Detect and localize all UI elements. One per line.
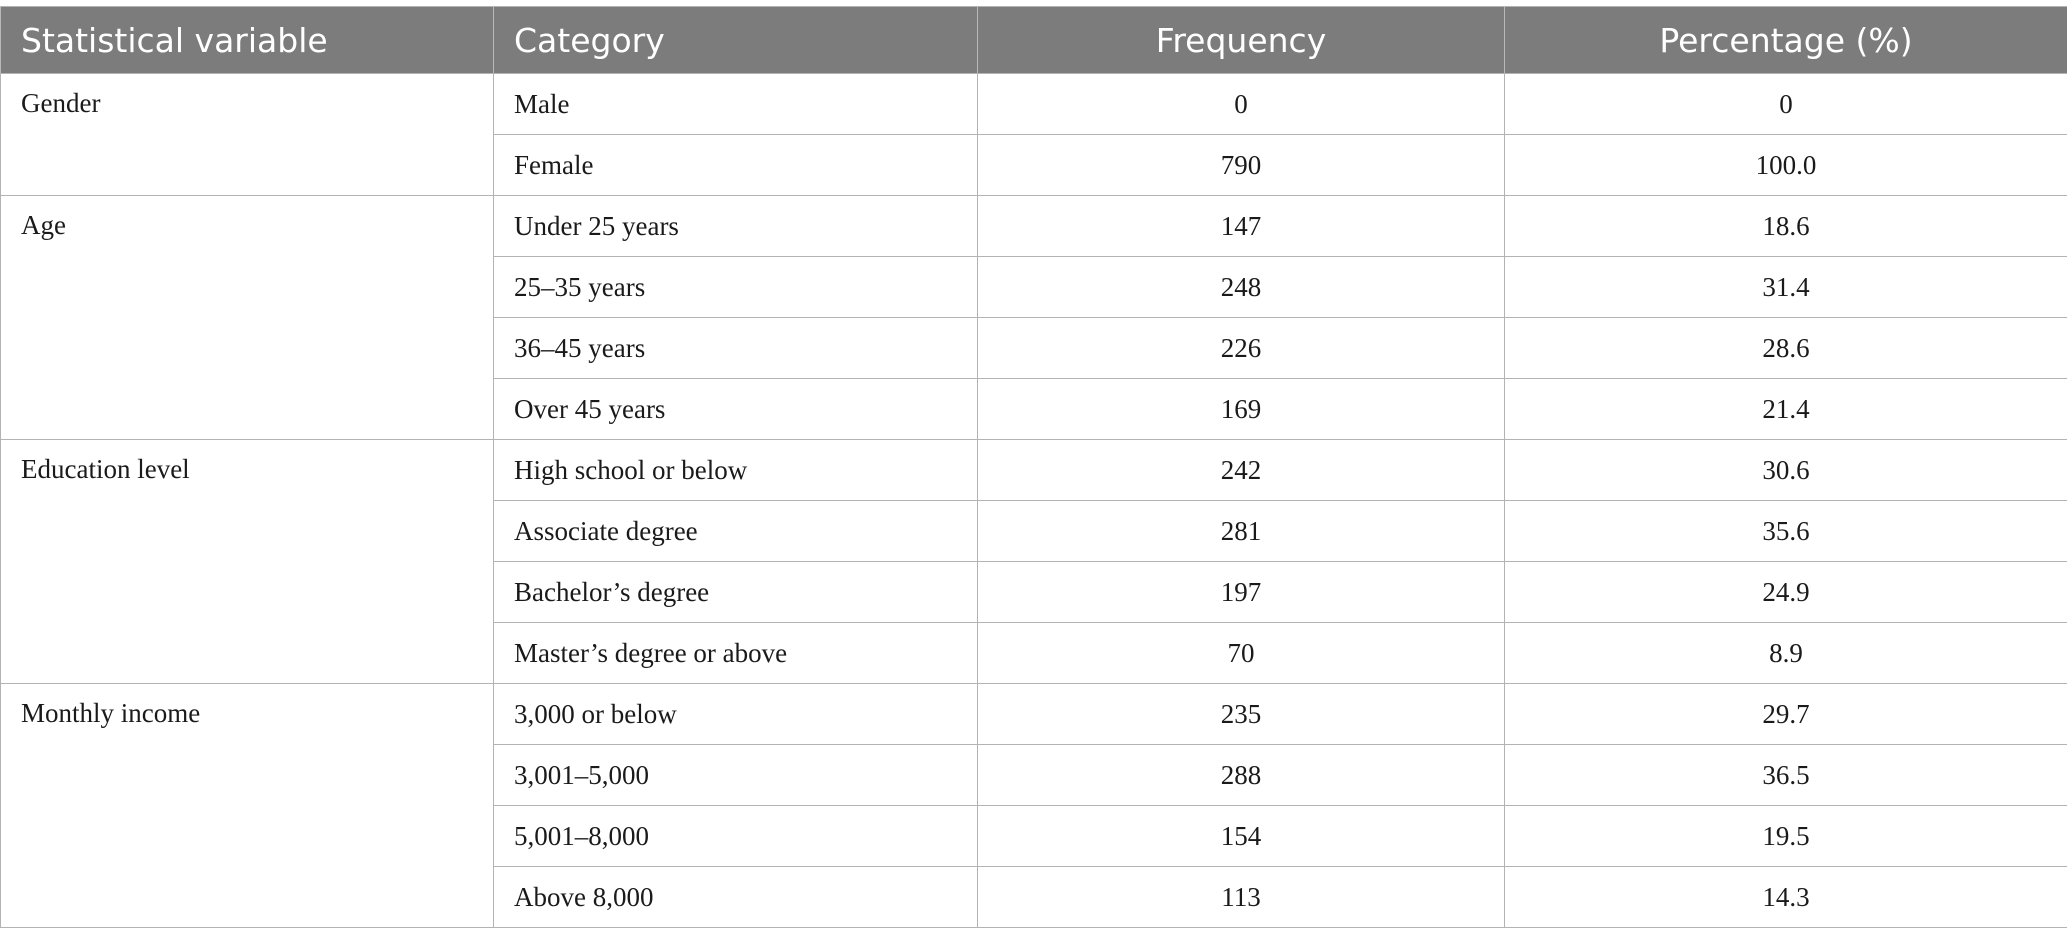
- frequency-cell: 288: [978, 745, 1505, 806]
- frequency-cell: 70: [978, 623, 1505, 684]
- category-cell: Male: [494, 74, 978, 135]
- percentage-cell: 28.6: [1505, 318, 2067, 379]
- percentage-cell: 19.5: [1505, 806, 2067, 867]
- frequency-cell: 281: [978, 501, 1505, 562]
- percentage-cell: 35.6: [1505, 501, 2067, 562]
- category-cell: Bachelor’s degree: [494, 562, 978, 623]
- table-row: [1, 684, 2067, 745]
- percentage-cell: 0: [1505, 74, 2067, 135]
- header-category: Category: [494, 7, 978, 74]
- frequency-cell: 235: [978, 684, 1505, 745]
- category-cell: Under 25 years: [494, 196, 978, 257]
- table-header: [1, 7, 2067, 74]
- frequency-cell: 147: [978, 196, 1505, 257]
- variable-cell-age: Age: [1, 196, 494, 440]
- frequency-cell: 197: [978, 562, 1505, 623]
- percentage-cell: 14.3: [1505, 867, 2067, 928]
- variable-cell-gender: Gender: [1, 74, 494, 196]
- percentage-cell: 29.7: [1505, 684, 2067, 745]
- frequency-cell: 790: [978, 135, 1505, 196]
- percentage-cell: 100.0: [1505, 135, 2067, 196]
- table-row: [1, 440, 2067, 501]
- frequency-cell: 154: [978, 806, 1505, 867]
- percentage-cell: 36.5: [1505, 745, 2067, 806]
- frequency-cell: 248: [978, 257, 1505, 318]
- percentage-cell: 21.4: [1505, 379, 2067, 440]
- percentage-cell: 30.6: [1505, 440, 2067, 501]
- frequency-cell: 113: [978, 867, 1505, 928]
- category-cell: High school or below: [494, 440, 978, 501]
- category-cell: 36–45 years: [494, 318, 978, 379]
- frequency-cell: 242: [978, 440, 1505, 501]
- category-cell: 3,000 or below: [494, 684, 978, 745]
- demographics-table: [0, 6, 2067, 928]
- table-row: [1, 74, 2067, 135]
- category-cell: 5,001–8,000: [494, 806, 978, 867]
- percentage-cell: 8.9: [1505, 623, 2067, 684]
- variable-cell-monthly-income: Monthly income: [1, 684, 494, 928]
- category-cell: Over 45 years: [494, 379, 978, 440]
- header-frequency: Frequency: [978, 7, 1505, 74]
- percentage-cell: 24.9: [1505, 562, 2067, 623]
- frequency-cell: 226: [978, 318, 1505, 379]
- category-cell: Above 8,000: [494, 867, 978, 928]
- frequency-cell: 0: [978, 74, 1505, 135]
- category-cell: Female: [494, 135, 978, 196]
- percentage-cell: 31.4: [1505, 257, 2067, 318]
- frequency-cell: 169: [978, 379, 1505, 440]
- percentage-cell: 18.6: [1505, 196, 2067, 257]
- variable-cell-education-level: Education level: [1, 440, 494, 684]
- category-cell: Associate degree: [494, 501, 978, 562]
- category-cell: 25–35 years: [494, 257, 978, 318]
- header-percentage: Percentage (%): [1505, 7, 2067, 74]
- table-row: [1, 196, 2067, 257]
- header-row: [1, 7, 2067, 74]
- table-body: [1, 74, 2067, 928]
- category-cell: 3,001–5,000: [494, 745, 978, 806]
- header-statistical-variable: Statistical variable: [1, 7, 494, 74]
- category-cell: Master’s degree or above: [494, 623, 978, 684]
